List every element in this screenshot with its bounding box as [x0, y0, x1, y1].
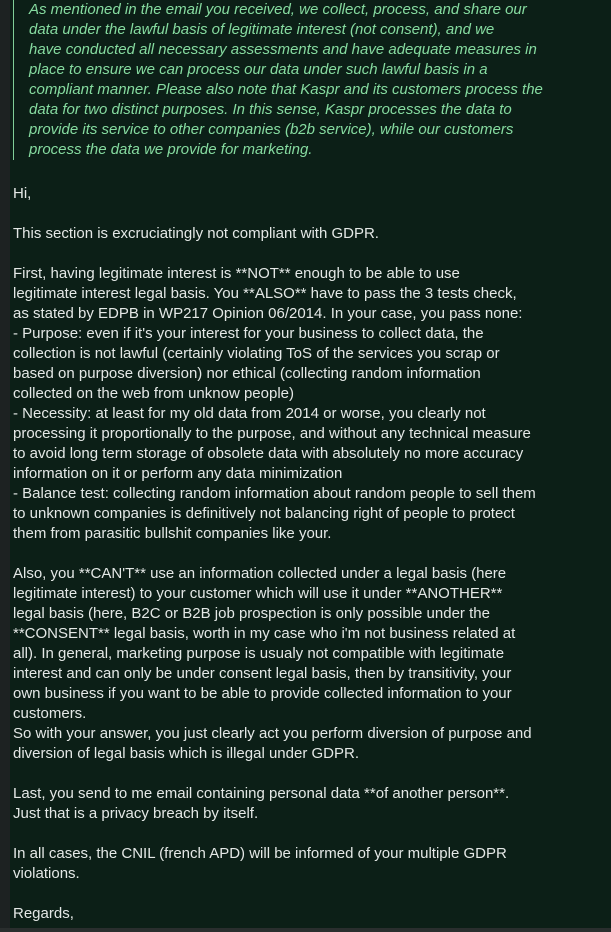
body-line: legitimate interest) to your customer which will use it under **ANOTHER**	[13, 585, 503, 602]
left-gutter	[0, 0, 10, 932]
body-line: Hi,	[13, 185, 32, 202]
body-line: violations.	[13, 865, 80, 882]
body-line: - Purpose: even if it's your interest for your business to collect data, the	[13, 325, 484, 342]
body-line: Also, you **CAN'T** use an information collected under a legal basis (here	[13, 565, 507, 582]
body-line	[13, 244, 536, 264]
body-line: - Necessity: at least for my old data from 2014 or worse, you clearly not	[13, 405, 486, 422]
body-line: interest and can only be under consent legal basis, then by transitivity, your	[13, 665, 512, 682]
body-line: diversion of legal basis which is illegal under GDPR.	[13, 745, 359, 762]
body-line	[13, 824, 536, 844]
body-line: legal basis (here, B2C or B2B job prospection is only possible under the	[13, 605, 490, 622]
body-line: legitimate interest legal basis. You **ALSO** have to pass the 3 tests check,	[13, 285, 517, 302]
body-line: processing it proportionally to the purpose, and without any technical measure	[13, 425, 531, 442]
body-line	[13, 204, 536, 224]
quoted-reply	[13, 0, 543, 160]
body-line: to avoid long term storage of obsolete data with absolutely no more accuracy	[13, 445, 524, 462]
body-line: **CONSENT** legal basis, worth in my case who i'm not business related at	[13, 625, 516, 642]
body-line: collection is not lawful (certainly violating ToS of the services you scrap or	[13, 345, 500, 362]
body-line: them from parasitic bullshit companies like your.	[13, 525, 332, 542]
body-line: customers.	[13, 705, 87, 722]
body-line: Regards,	[13, 905, 74, 922]
quote-line: provide its service to other companies (b2b service), while our customers	[29, 121, 514, 138]
body-line: own business if you want to be able to provide collected information to your	[13, 685, 512, 702]
body-line: First, having legitimate interest is **NOT** enough to be able to use	[13, 265, 460, 282]
body-line: collected on the web from unknow people)	[13, 385, 295, 402]
body-line: Just that is a privacy breach by itself.	[13, 805, 259, 822]
email-body	[13, 184, 536, 924]
body-line: information on it or perform any data minimization	[13, 465, 343, 482]
body-line: Last, you send to me email containing personal data **of another person**.	[13, 785, 510, 802]
body-line: This section is excruciatingly not compliant with GDPR.	[13, 225, 379, 242]
bottom-scrollbar[interactable]	[0, 928, 611, 932]
body-line	[13, 544, 536, 564]
body-line	[13, 764, 536, 784]
body-line: as stated by EDPB in WP217 Opinion 06/2014. In your case, you pass none:	[13, 305, 523, 322]
body-line: based on purpose diversion) nor ethical (collecting random information	[13, 365, 481, 382]
quote-line: place to ensure we can process our data under such lawful basis in a	[29, 61, 488, 78]
body-line	[13, 884, 536, 904]
quote-line: have conducted all necessary assessments and have adequate measures in	[29, 41, 537, 58]
body-line: all). In general, marketing purpose is usualy not compatible with legitimate	[13, 645, 505, 662]
body-line: In all cases, the CNIL (french APD) will be informed of your multiple GDPR	[13, 845, 507, 862]
quote-line: As mentioned in the email you received, we collect, process, and share our	[29, 1, 527, 18]
quote-line: process the data we provide for marketing.	[29, 141, 313, 158]
quote-line: data for two distinct purposes. In this sense, Kaspr processes the data to	[29, 101, 512, 118]
body-line: - Balance test: collecting random information about random people to sell them	[13, 485, 536, 502]
body-line: to unknown companies is definitively not balancing right of people to protect	[13, 505, 515, 522]
quote-line: data under the lawful basis of legitimate interest (not consent), and we	[29, 21, 495, 38]
body-line: So with your answer, you just clearly act you perform diversion of purpose and	[13, 725, 532, 742]
quote-line: compliant manner. Please also note that Kaspr and its customers process the	[29, 81, 543, 98]
